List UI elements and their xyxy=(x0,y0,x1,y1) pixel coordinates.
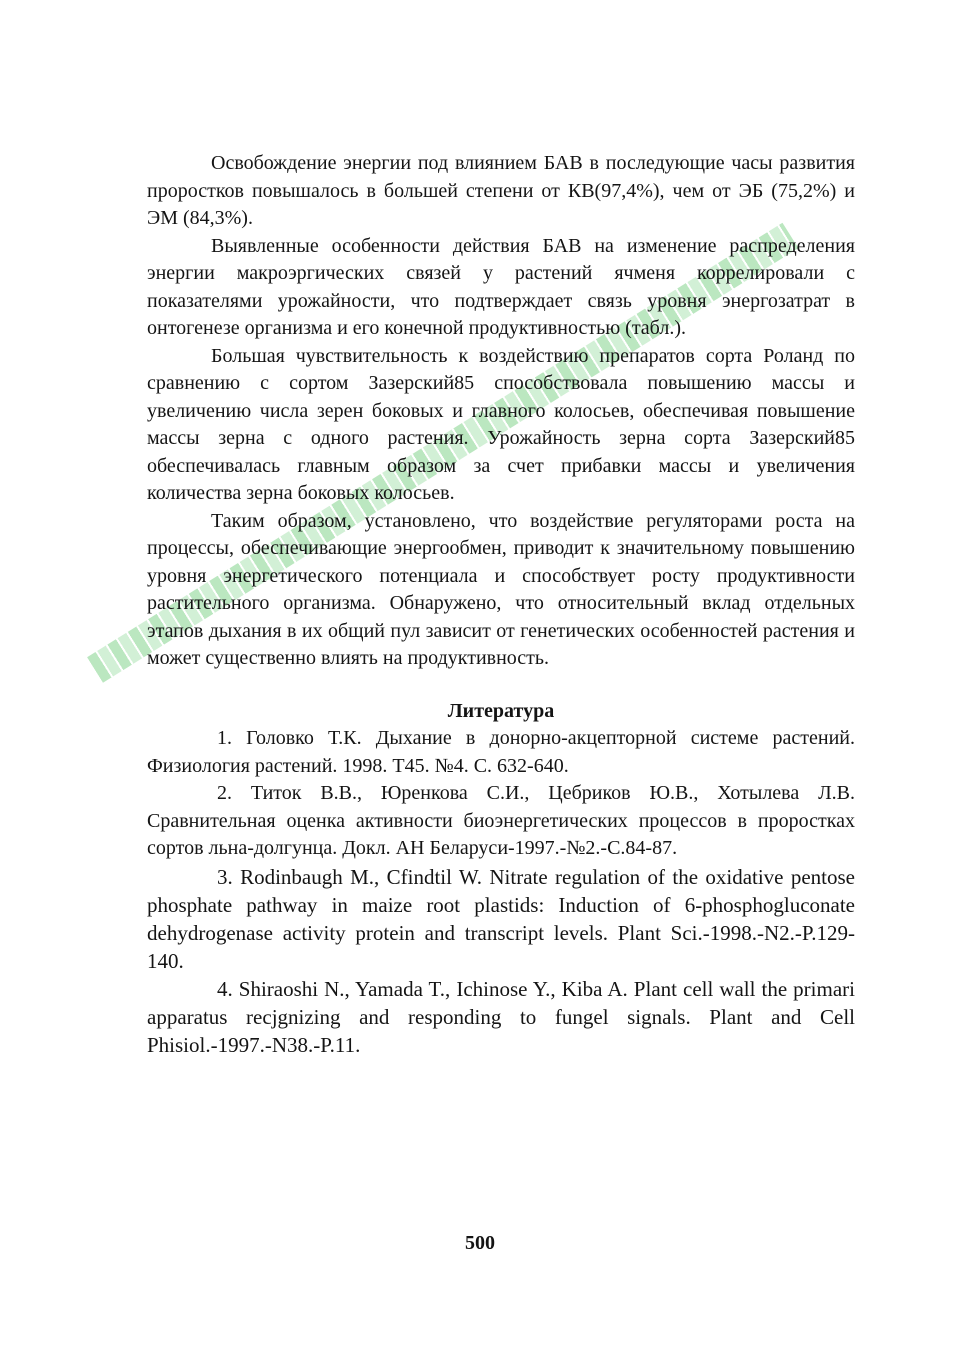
reference-item-2: 2. Титок В.В., Юренкова С.И., Цебриков Ю.В., Хотылева Л.В. Сравнительная оценка активности биоэнергетических процессов в проростках сортов льна-долгунца. Докл. АН Беларуси-1997.-№2.-С.84-87. xyxy=(147,782,855,859)
body-paragraph-2: Выявленные особенности действия БАВ на изменение распределения энергии макроэргических связей у растений ячменя коррелировали с показателями урожайности, что подтверждает связь уровня энергозатрат в онтогенезе организма и его конечной продуктивностью (табл.). xyxy=(147,234,855,339)
body-paragraph-3: Большая чувствительность к воздействию препаратов сорта Роланд по сравнению с сортом Зазерский85 способствовала повышению массы и увеличению числа зерен боковых и главного колосьев, обеспечивая повышение массы зерна с одного растения. Урожайность зерна сорта Зазерский85 обеспечивалась главным образом за счет прибавки массы и увеличения количества зерна боковых колосьев. xyxy=(147,344,855,504)
reference-item-4: 4. Shiraoshi N., Yamada T., Ichinose Y., Kiba A. Plant cell wall the primari apparatus recjgnizing and responding to fungel signals. Plant and Cell Phisiol.-1997.-N38.-P.11. xyxy=(147,976,855,1057)
references-heading: Литература xyxy=(447,699,555,722)
reference-item-3: 3. Rodinbaugh M., Cfindtil W. Nitrate regulation of the oxidative pentose phosphate pathway in maize root plastids: Induction of 6-phosphogluconate dehydrogenase activity protein and transcript levels. Plant Sci.-1998.-N2.-P.129-140. xyxy=(147,864,855,973)
reference-item-1: 1. Головко Т.К. Дыхание в донорно-акцепторной системе растений. Физиология растений. 1998. Т45. №4. С. 632-640. xyxy=(147,727,855,777)
document-page xyxy=(147,150,855,1059)
page-number: 500 xyxy=(465,1232,495,1254)
body-paragraph-1: Освобождение энергии под влиянием БАВ в последующие часы развития проростков повышалось в большей степени от КВ(97,4%), чем от ЭБ (75,2%) и ЭМ (84,3%). xyxy=(147,152,855,229)
body-paragraph-4: Таким образом, установлено, что воздействие регуляторами роста на процессы, обеспечивающие энергообмен, приводит к значительному повышению уровня энергетического потенциала и способствует росту продуктивности растительного организма. Обнаружено, что относительный вклад отдельных этапов дыхания в их общий пул зависит от генетических особенностей растения и может существенно влиять на продуктивность. xyxy=(147,509,855,669)
